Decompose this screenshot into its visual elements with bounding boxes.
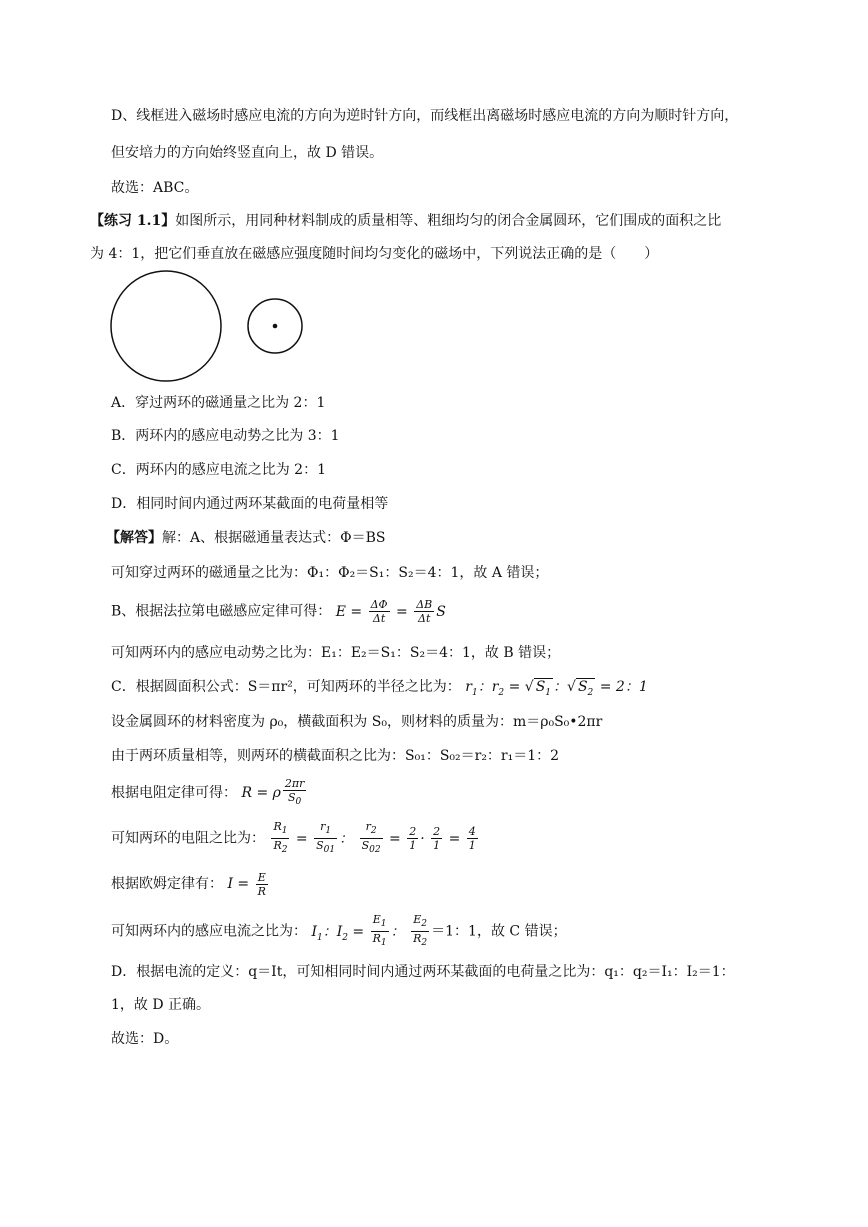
resistance-law-formula: R = ρ $\frac{2\pi r}{S_0}$ bbox=[241, 777, 305, 808]
current-ratio-text: 可知两环内的感应电流之比为： bbox=[111, 923, 307, 940]
option-b: B．两环内的感应电动势之比为 3：1 bbox=[111, 428, 340, 444]
large-ring bbox=[111, 271, 221, 381]
solution-line-resistance-law bbox=[111, 777, 308, 809]
problem-stem-text: 如图所示，用同种材料制成的质量相等、粗细均匀的闭合金属圆环，它们围成的面积之比 bbox=[175, 213, 722, 229]
two-rings-figure bbox=[105, 268, 310, 386]
solution-line-ohm bbox=[111, 869, 270, 899]
resistance-ratio-formula: $\frac{R_1}{R_2}$ = $\frac{r_1}{S_{01}}$ ： $\frac{r_2}{S_{02}}$ = $\frac{2}{1}$ · $\frac{2}{1}$ = $\frac{4}{1}$ bbox=[273, 820, 476, 856]
option-d: D．相同时间内通过两环某截面的电荷量相等 bbox=[111, 496, 389, 512]
problem-stem-1 bbox=[90, 211, 721, 231]
current-ratio-formula: $I_1$：$I_2$ = $\frac{E_1}{R_1}$ ： $\frac{E_2}{R_2}$ bbox=[311, 913, 428, 949]
prev-line-2: 但安培力的方向始终竖直向上，故 D 错误。 bbox=[111, 145, 384, 161]
solution-line-current-ratio bbox=[111, 913, 567, 954]
solution-line-resistance-ratio bbox=[111, 820, 480, 857]
problem-tag: 【练习 1.1】 bbox=[90, 213, 176, 229]
option-a: A．穿过两环的磁通量之比为 2：1 bbox=[111, 395, 326, 411]
solution-line-charge-end: 1，故 D 正确。 bbox=[111, 997, 211, 1013]
small-ring-center-dot bbox=[273, 324, 278, 329]
solution-line-area-ratio: 由于两环质量相等，则两环的横截面积之比为：S₀₁：S₀₂＝r₂：r₁＝1：2 bbox=[111, 748, 560, 764]
ohm-formula: I = $\frac{E}{R}$ bbox=[227, 870, 266, 898]
resistance-law-text: 根据电阻定律可得： bbox=[111, 785, 237, 802]
ohm-text: 根据欧姆定律有： bbox=[111, 876, 223, 892]
solution-line-faraday bbox=[111, 598, 446, 625]
solution-line-radius bbox=[111, 677, 648, 703]
radius-formula: $r_1$：$r_2$ = √ $S_1$ ：√ $S_2 = 2$：1 bbox=[465, 679, 648, 698]
solution-tag: 【解答】 bbox=[106, 530, 162, 546]
resistance-ratio-text: 可知两环的电阻之比为： bbox=[111, 830, 265, 847]
solution-line-charge: D．根据电流的定义：q＝It，可知相同时间内通过两环某截面的电荷量之比为：q₁：q₂＝I₁：I₂＝1： bbox=[111, 964, 735, 980]
option-c: C．两环内的感应电流之比为 2：1 bbox=[111, 462, 326, 478]
solution-line-flux-ratio: 可知穿过两环的磁通量之比为：Φ₁：Φ₂＝S₁：S₂＝4：1，故 A 错误； bbox=[111, 565, 549, 581]
solution-answer: 故选：D。 bbox=[111, 1031, 179, 1047]
faraday-text: B、根据法拉第电磁感应定律可得： bbox=[111, 603, 332, 620]
solution-head-text: 解：A、根据磁通量表达式：Φ＝BS bbox=[162, 530, 386, 546]
faraday-formula: E = $\frac{\Delta\Phi}{\Delta t}$ = $\frac{\Delta B}{\Delta t}$ S bbox=[335, 598, 446, 625]
prev-answer: 故选：ABC。 bbox=[111, 180, 199, 196]
problem-stem-2: 为 4：1，把它们垂直放在磁感应强度随时间均匀变化的磁场中，下列说法正确的是（ ） bbox=[90, 246, 659, 262]
solution-line-emf-ratio: 可知两环内的感应电动势之比为：E₁：E₂＝S₁：S₂＝4：1，故 B 错误； bbox=[111, 645, 561, 661]
current-ratio-tail: ＝1：1，故 C 错误； bbox=[431, 923, 567, 940]
solution-line-mass: 设金属圆环的材料密度为 ρ₀，横截面积为 S₀，则材料的质量为：m＝ρ₀S₀•2πr bbox=[111, 714, 603, 730]
prev-line-1: D、线框进入磁场时感应电流的方向为逆时针方向，而线框出离磁场时感应电流的方向为顺时针方向， bbox=[111, 108, 739, 124]
radius-text: C．根据圆面积公式：S＝πr²，可知两环的半径之比为： bbox=[111, 679, 461, 695]
solution-head bbox=[106, 528, 385, 548]
